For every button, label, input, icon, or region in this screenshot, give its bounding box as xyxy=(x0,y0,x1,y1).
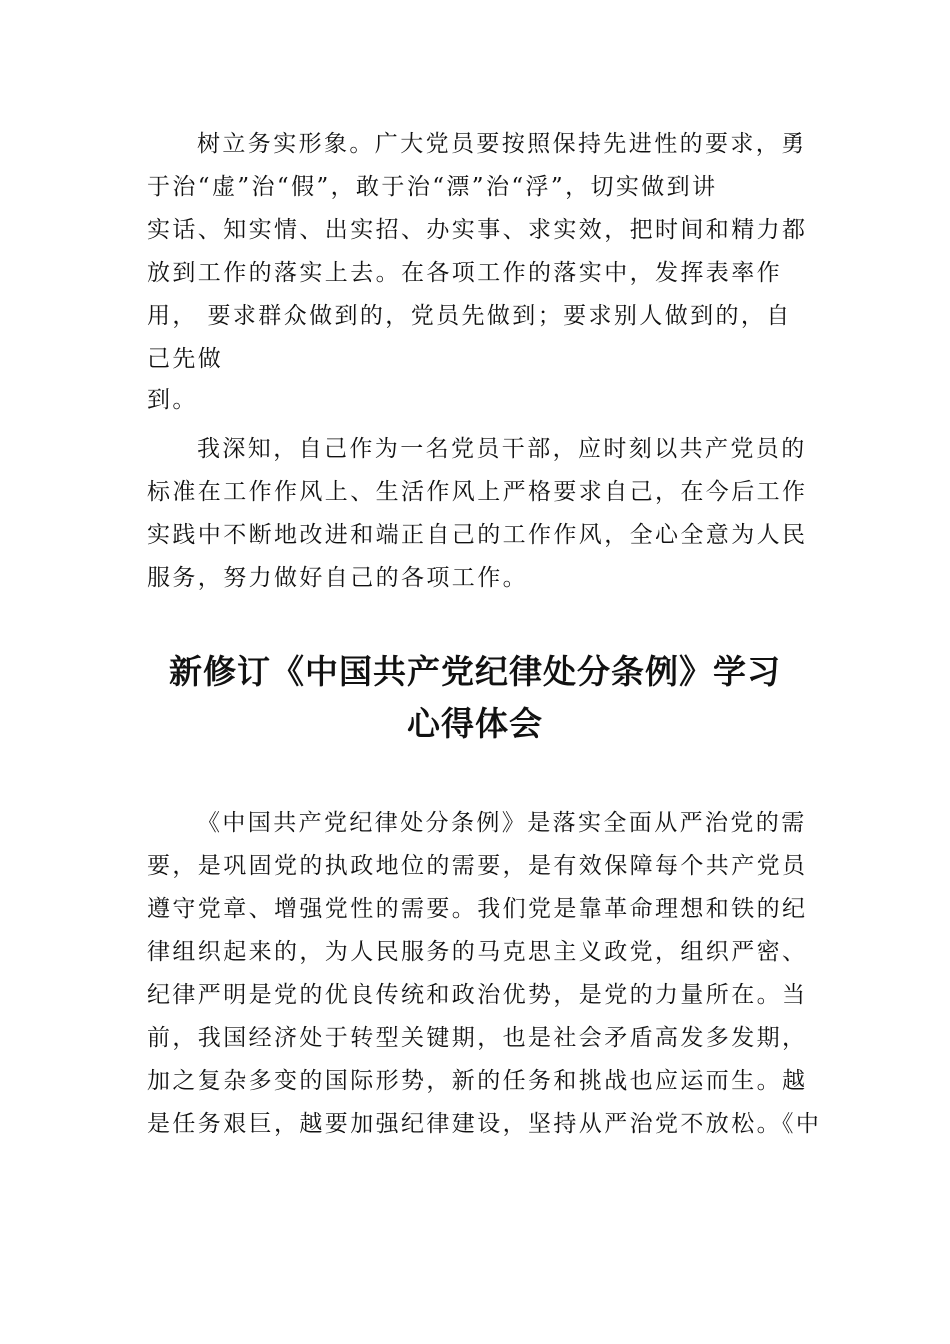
text-line: 于治“虚”治“假”，敢于治“漂”治“浮”，切实做到讲 xyxy=(147,174,718,200)
article-title-line2: 心得体会 xyxy=(407,704,543,743)
text-line: 标准在工作作风上、生活作风上严格要求自己，在今后工作 xyxy=(147,479,808,505)
text-line: 树立务实形象。广大党员要按照保持先进性的要求，勇 xyxy=(197,131,807,157)
text-line: 服务，努力做好自己的各项工作。 xyxy=(147,565,528,591)
text-line: 要，是巩固党的执政地位的需要，是有效保障每个共产党员 xyxy=(147,853,808,879)
text-line: 用， 要求群众做到的，党员先做到；要求别人做到的，自 xyxy=(147,303,792,329)
text-line: 实践中不断地改进和端正自己的工作作风，全心全意为人民 xyxy=(147,522,808,548)
text-line: 己先做 xyxy=(147,346,224,372)
text-line: 遵守党章、增强党性的需要。我们党是靠革命理想和铁的纪 xyxy=(147,896,808,922)
text-line: 是任务艰巨，越要加强纪律建设，坚持从严治党不放松。《中 xyxy=(147,1111,822,1137)
text-line: 我深知，自己作为一名党员干部，应时刻以共产党员的 xyxy=(197,436,807,462)
text-line: 《中国共产党纪律处分条例》是落实全面从严治党的需 xyxy=(197,810,807,836)
text-line: 实话、知实情、出实招、办实事、求实效，把时间和精力都 xyxy=(147,217,808,243)
text-line: 放到工作的落实上去。在各项工作的落实中，发挥表率作 xyxy=(147,260,782,286)
text-line: 前，我国经济处于转型关键期，也是社会矛盾高发多发期， xyxy=(147,1025,808,1051)
text-line: 纪律严明是党的优良传统和政治优势，是党的力量所在。当 xyxy=(147,982,808,1008)
text-line: 加之复杂多变的国际形势，新的任务和挑战也应运而生。越 xyxy=(147,1068,808,1094)
text-line: 律组织起来的，为人民服务的马克思主义政党，组织严密、 xyxy=(147,939,808,965)
text-line: 到。 xyxy=(147,387,198,413)
article-title-line1: 新修订《中国共产党纪律处分条例》学习 xyxy=(169,652,781,691)
